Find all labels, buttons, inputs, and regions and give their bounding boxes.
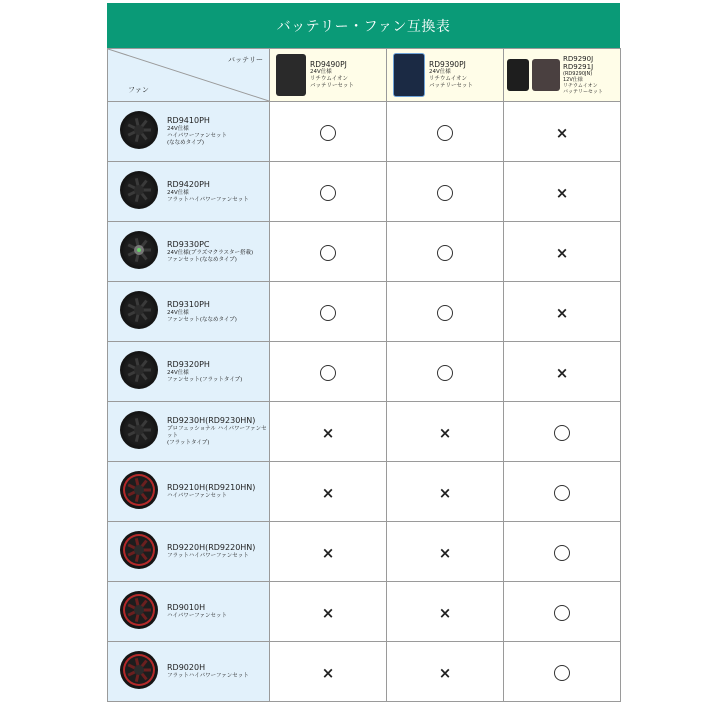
compatible-circle-icon <box>320 365 336 381</box>
fan-model: RD9320PH <box>167 359 210 369</box>
fan-model: RD9220H(RD9220HN) <box>167 543 256 552</box>
incompatible-cross-icon: × <box>321 663 335 682</box>
fan-image <box>118 229 160 275</box>
fan-spec: 24V仕様(プラズマクラスター搭載) <box>167 249 254 256</box>
compatibility-chart <box>107 3 620 702</box>
compatibility-cell <box>270 342 387 402</box>
fan-model: RD9210H(RD9210HN) <box>167 483 256 492</box>
fan-cell <box>108 102 270 162</box>
fan-cell <box>108 522 270 582</box>
fan-model: RD9410PH <box>167 116 210 125</box>
compatibility-cell <box>387 162 504 222</box>
compatible-circle-icon <box>437 365 453 381</box>
compatibility-cell <box>270 282 387 342</box>
compatibility-cell <box>504 282 621 342</box>
incompatible-cross-icon: × <box>438 663 452 682</box>
table-row <box>108 342 621 402</box>
compatible-circle-icon <box>320 185 336 201</box>
compatibility-cell <box>504 522 621 582</box>
battery-spec: 24V仕様 <box>310 69 332 75</box>
compatibility-cell <box>387 402 504 462</box>
compatibility-cell <box>270 582 387 642</box>
incompatible-cross-icon: × <box>321 483 335 502</box>
compatibility-table <box>107 48 621 702</box>
fan-spec: フラットハイパワーファンセット <box>167 673 249 679</box>
compatibility-cell <box>504 402 621 462</box>
table-row <box>108 222 621 282</box>
fan-spec: プロフェッショナル ハイパワーファンセット <box>167 426 267 439</box>
compatibility-cell <box>387 462 504 522</box>
battery-axis-label: バッテリー <box>228 56 263 64</box>
incompatible-cross-icon: × <box>555 363 569 382</box>
battery-spec: リチウムイオン <box>563 83 598 89</box>
fan-cell <box>108 282 270 342</box>
fan-model: RD9010H <box>167 603 206 612</box>
battery-header-2 <box>387 49 504 102</box>
compatible-circle-icon <box>320 305 336 321</box>
fan-spec: ハイパワーファンセット <box>167 613 228 619</box>
battery-spec: リチウムイオン <box>310 76 349 82</box>
fan-image <box>118 469 160 515</box>
compatibility-cell <box>387 522 504 582</box>
battery-model: RD9490PJ <box>310 60 347 69</box>
compatibility-cell <box>270 102 387 162</box>
compatibility-cell <box>504 342 621 402</box>
battery-model: RD9291J <box>563 62 594 71</box>
incompatible-cross-icon: × <box>438 423 452 442</box>
compatibility-cell <box>504 102 621 162</box>
fan-spec: フラットハイパワーファンセット <box>167 553 249 559</box>
fan-spec: 24V仕様 <box>167 189 189 196</box>
battery-spec: バッテリーセット <box>563 89 603 96</box>
compatible-circle-icon <box>437 125 453 141</box>
incompatible-cross-icon: × <box>438 603 452 622</box>
corner-cell <box>108 49 270 102</box>
fan-model: RD9420PH <box>167 179 210 189</box>
fan-spec: 24V仕様 <box>167 126 189 132</box>
table-row <box>108 582 621 642</box>
compatible-circle-icon <box>437 185 453 201</box>
battery-spec: 12V仕様 <box>563 76 583 83</box>
fan-image <box>118 529 160 575</box>
compatible-circle-icon <box>554 425 570 441</box>
table-row <box>108 402 621 462</box>
incompatible-cross-icon: × <box>555 243 569 262</box>
fan-image <box>118 649 160 695</box>
compatible-circle-icon <box>320 125 336 141</box>
incompatible-cross-icon: × <box>555 123 569 142</box>
fan-model: RD9330PC <box>167 239 210 249</box>
fan-cell <box>108 582 270 642</box>
table-row <box>108 162 621 222</box>
compatibility-cell <box>270 162 387 222</box>
battery-spec: リチウムイオン <box>429 76 468 82</box>
table-row <box>108 282 621 342</box>
fan-spec: 24V仕様 <box>167 369 189 376</box>
compatibility-cell <box>387 642 504 702</box>
battery-header-3 <box>504 49 621 102</box>
fan-model: RD9310PH <box>167 299 210 309</box>
fan-axis-label: ファン <box>128 86 149 94</box>
fan-spec: ファンセット(ななめタイプ) <box>167 316 237 323</box>
fan-cell <box>108 642 270 702</box>
fan-image <box>118 589 160 635</box>
incompatible-cross-icon: × <box>555 303 569 322</box>
battery-model: RD9390PJ <box>429 60 466 69</box>
compatibility-cell <box>387 282 504 342</box>
compatibility-cell <box>387 222 504 282</box>
table-row <box>108 462 621 522</box>
compatible-circle-icon <box>554 665 570 681</box>
compatibility-cell <box>270 462 387 522</box>
compatible-circle-icon <box>437 305 453 321</box>
table-row <box>108 102 621 162</box>
battery-spec: バッテリーセット <box>310 83 354 89</box>
fan-spec: ハイパワーファンセット <box>167 133 228 139</box>
compatibility-cell <box>504 462 621 522</box>
battery-image <box>393 53 425 97</box>
header-row <box>108 49 621 102</box>
battery-header-1 <box>270 49 387 102</box>
battery-image <box>507 59 529 91</box>
compatible-circle-icon <box>554 485 570 501</box>
fan-model: RD9230H(RD9230HN) <box>167 416 256 425</box>
battery-image <box>276 54 306 96</box>
fan-cell <box>108 402 270 462</box>
fan-spec: ハイパワーファンセット <box>167 493 228 499</box>
compatibility-cell <box>504 222 621 282</box>
fan-cell <box>108 162 270 222</box>
incompatible-cross-icon: × <box>438 483 452 502</box>
fan-image <box>118 289 160 335</box>
compatibility-cell <box>270 402 387 462</box>
fan-model: RD9020H <box>167 663 206 672</box>
compatible-circle-icon <box>554 605 570 621</box>
incompatible-cross-icon: × <box>438 543 452 562</box>
battery-image <box>532 59 560 91</box>
fan-cell <box>108 462 270 522</box>
compatible-circle-icon <box>320 245 336 261</box>
battery-spec: 24V仕様 <box>429 69 451 75</box>
fan-spec: フラットハイパワーファンセット <box>167 196 249 203</box>
compatibility-cell <box>504 582 621 642</box>
battery-model: RD9290J <box>563 54 594 63</box>
incompatible-cross-icon: × <box>321 603 335 622</box>
compatibility-cell <box>270 222 387 282</box>
table-row <box>108 522 621 582</box>
fan-image <box>118 349 160 395</box>
fan-image <box>118 109 160 155</box>
fan-spec: ファンセット(ななめタイプ) <box>167 256 237 263</box>
compatible-circle-icon <box>437 245 453 261</box>
battery-spec: バッテリーセット <box>429 83 473 89</box>
compatibility-cell <box>504 162 621 222</box>
fan-spec: (フラットタイプ) <box>167 440 210 446</box>
fan-cell <box>108 342 270 402</box>
chart-title: バッテリー・ファン互換表 <box>107 3 620 48</box>
battery-spec: (RD9290JN) <box>563 70 593 77</box>
fan-spec: ファンセット(フラットタイプ) <box>167 376 243 383</box>
compatibility-cell <box>270 522 387 582</box>
compatibility-cell <box>387 102 504 162</box>
table-row <box>108 642 621 702</box>
fan-cell <box>108 222 270 282</box>
compatibility-cell <box>387 582 504 642</box>
compatibility-cell <box>387 342 504 402</box>
fan-image <box>118 409 160 455</box>
fan-image <box>118 169 160 215</box>
compatibility-cell <box>504 642 621 702</box>
fan-spec: (ななめタイプ) <box>167 140 205 146</box>
incompatible-cross-icon: × <box>321 543 335 562</box>
incompatible-cross-icon: × <box>321 423 335 442</box>
compatibility-cell <box>270 642 387 702</box>
compatible-circle-icon <box>554 545 570 561</box>
incompatible-cross-icon: × <box>555 183 569 202</box>
fan-spec: 24V仕様 <box>167 309 189 316</box>
